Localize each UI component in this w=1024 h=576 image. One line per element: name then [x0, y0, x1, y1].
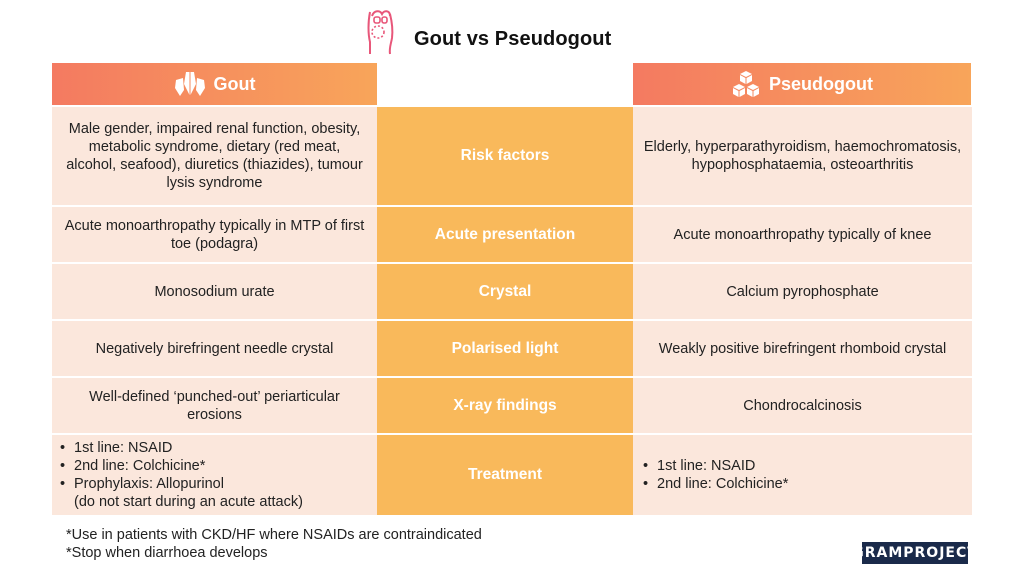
table-row: [52, 435, 972, 517]
row-label: Treatment: [377, 435, 633, 515]
list-item: • 1st line: NSAID: [643, 457, 962, 475]
gout-treatment-list: [60, 439, 367, 511]
pseudogout-cell: Calcium pyrophosphate: [633, 264, 972, 319]
footnotes: [66, 526, 482, 562]
table-row: [52, 264, 972, 321]
table-row: [52, 321, 972, 378]
pseudogout-cell: Chondrocalcinosis: [633, 378, 972, 433]
list-item: • Prophylaxis: Allopurinol: [60, 475, 367, 493]
pseudogout-cell: Acute monoarthropathy typically of knee: [633, 207, 972, 262]
footnote: *Use in patients with CKD/HF where NSAIDs are contraindicated: [66, 527, 482, 543]
table-row: [52, 107, 972, 207]
pseudogout-header: [633, 63, 971, 105]
brand-logo: GRAMPROJECT: [862, 542, 968, 564]
pseudogout-header-label: Pseudogout: [769, 73, 873, 94]
footnote: *Stop when diarrhoea develops: [66, 545, 268, 561]
list-item: • 2nd line: Colchicine*: [643, 475, 962, 493]
page-title: Gout vs Pseudogout: [414, 28, 612, 50]
pseudogout-cell: Weakly positive birefringent rhomboid crystal: [633, 321, 972, 376]
row-label: Acute presentation: [377, 207, 633, 262]
pseudogout-cell: Elderly, hyperparathyroidism, haemochromatosis, hypophosphataemia, osteoarthritis: [633, 107, 972, 205]
crystal-cluster-icon: [174, 70, 206, 98]
gout-cell: Acute monoarthropathy typically in MTP of first toe (podagra): [52, 207, 377, 262]
gout-cell: Monosodium urate: [52, 264, 377, 319]
list-item: • 1st line: NSAID: [60, 439, 367, 457]
gout-cell: Male gender, impaired renal function, obesity, metabolic syndrome, dietary (red meat, alcohol, seafood), diuretics (thiazides), tumour lysis syndrome: [52, 107, 377, 205]
pseudogout-cell: [633, 435, 972, 515]
table-row: [52, 207, 972, 264]
list-item-continuation: (do not start during an acute attack): [74, 494, 303, 510]
row-label: Polarised light: [377, 321, 633, 376]
comparison-table: [52, 107, 972, 517]
list-item: • 2nd line: Colchicine*: [60, 457, 367, 475]
gout-header: [52, 63, 377, 105]
gout-cell: Negatively birefringent needle crystal: [52, 321, 377, 376]
foot-icon: [356, 8, 404, 56]
row-label: X-ray findings: [377, 378, 633, 433]
cubes-icon: [731, 70, 761, 98]
gout-header-label: Gout: [213, 73, 256, 94]
row-label: Crystal: [377, 264, 633, 319]
table-row: [52, 378, 972, 435]
pseudogout-treatment-list: [643, 457, 962, 493]
gout-cell: Well-defined ‘punched-out’ periarticular erosions: [52, 378, 377, 433]
row-label: Risk factors: [377, 107, 633, 205]
gout-cell: [52, 435, 377, 515]
title-bar: [0, 8, 1024, 60]
